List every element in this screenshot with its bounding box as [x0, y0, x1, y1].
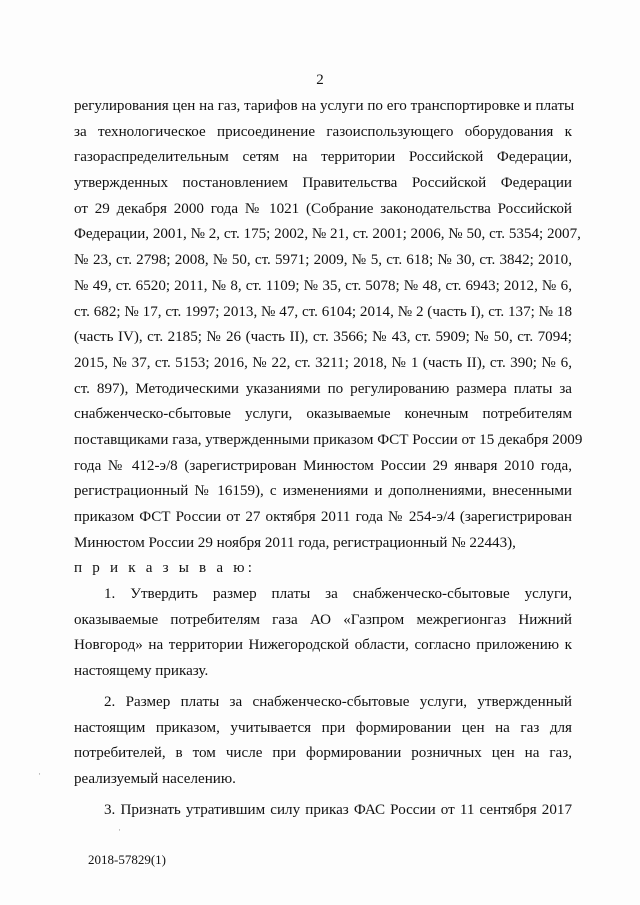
text-line: за технологическое присоединение газоиспользующего оборудования к — [74, 123, 572, 140]
text-line: поставщиками газа, утвержденными приказом ФСТ России от 15 декабря 2009 — [74, 431, 583, 448]
text-line: утвержденных постановлением Правительства Российской Федерации — [74, 175, 572, 192]
scan-speck: · — [118, 825, 121, 835]
text-line: № 49, ст. 6520; 2011, № 8, ст. 1109; № 35, ст. 5078; № 48, ст. 6943; 2012, № 6, — [74, 277, 572, 294]
text-line: от 29 декабря 2000 года № 1021 (Собрание законодательства Российской — [74, 200, 572, 217]
text-line: потребителей, в том числе при формировании розничных цен на газ, — [74, 745, 572, 762]
text-line: настоящим приказом, учитывается при формировании цен на газ для — [74, 719, 572, 736]
text-line: реализуемый населению. — [74, 770, 236, 787]
text-line: регистрационный № 16159), с изменениями и дополнениями, внесенными — [74, 483, 572, 500]
text-line: ст. 897), Методическими указаниями по регулированию размера платы за — [74, 380, 572, 397]
page-number: 2 — [316, 72, 324, 88]
text-line: настоящему приказу. — [74, 663, 209, 680]
text-line: газораспределительным сетям на территории Российской Федерации, — [74, 149, 572, 166]
text-line: (часть IV), ст. 2185; № 26 (часть II), ст. 3566; № 43, ст. 5909; № 50, ст. 7094; — [74, 329, 572, 346]
scan-speck: · — [38, 769, 41, 779]
text-line: Минюстом России 29 ноября 2011 года, регистрационный № 22443), — [74, 534, 516, 551]
text-line: Федерации, 2001, № 2, ст. 175; 2002, № 21, ст. 2001; 2006, № 50, ст. 5354; 2007, — [74, 226, 581, 243]
text-line: приказом ФСТ России от 27 октября 2011 года № 254-э/4 (зарегистрирован — [74, 509, 572, 525]
text-line: года № 412-э/8 (зарегистрирован Минюстом России 29 января 2010 года, — [74, 457, 572, 474]
text-line: регулирования цен на газ, тарифов на услуги по его транспортировке и платы — [74, 98, 575, 114]
document-body — [74, 94, 583, 823]
item-2-line: 2. Размер платы за снабженческо-сбытовые услуги, утвержденный — [104, 693, 572, 710]
text-line: Новгород» на территории Нижегородской области, согласно приложению к — [74, 637, 572, 654]
text-line: № 23, ст. 2798; 2008, № 50, ст. 5971; 2009, № 5, ст. 618; № 30, ст. 3842; 2010, — [74, 252, 572, 269]
text-line: оказываемые потребителям газа АО «Газпром межрегионгаз Нижний — [74, 611, 572, 628]
item-3-line: 3. Признать утратившим силу приказ ФАС России от 11 сентября 2017 — [104, 801, 572, 818]
text-line: снабженческо-сбытовые услуги, оказываемые конечным потребителям — [74, 406, 572, 423]
item-1-line: 1. Утвердить размер платы за снабженческо-сбытовые услуги, — [104, 586, 572, 603]
prikazyvayu-line: п р и к а з ы в а ю: — [74, 560, 256, 577]
text-line: 2015, № 37, ст. 5153; 2016, № 22, ст. 3211; 2018, № 1 (часть II), ст. 390; № 6, — [74, 354, 572, 371]
document-registration-number: 2018-57829(1) — [88, 852, 166, 867]
text-line: ст. 682; № 17, ст. 1997; 2013, № 47, ст. 6104; 2014, № 2 (часть I), ст. 137; № 18 — [74, 303, 572, 320]
